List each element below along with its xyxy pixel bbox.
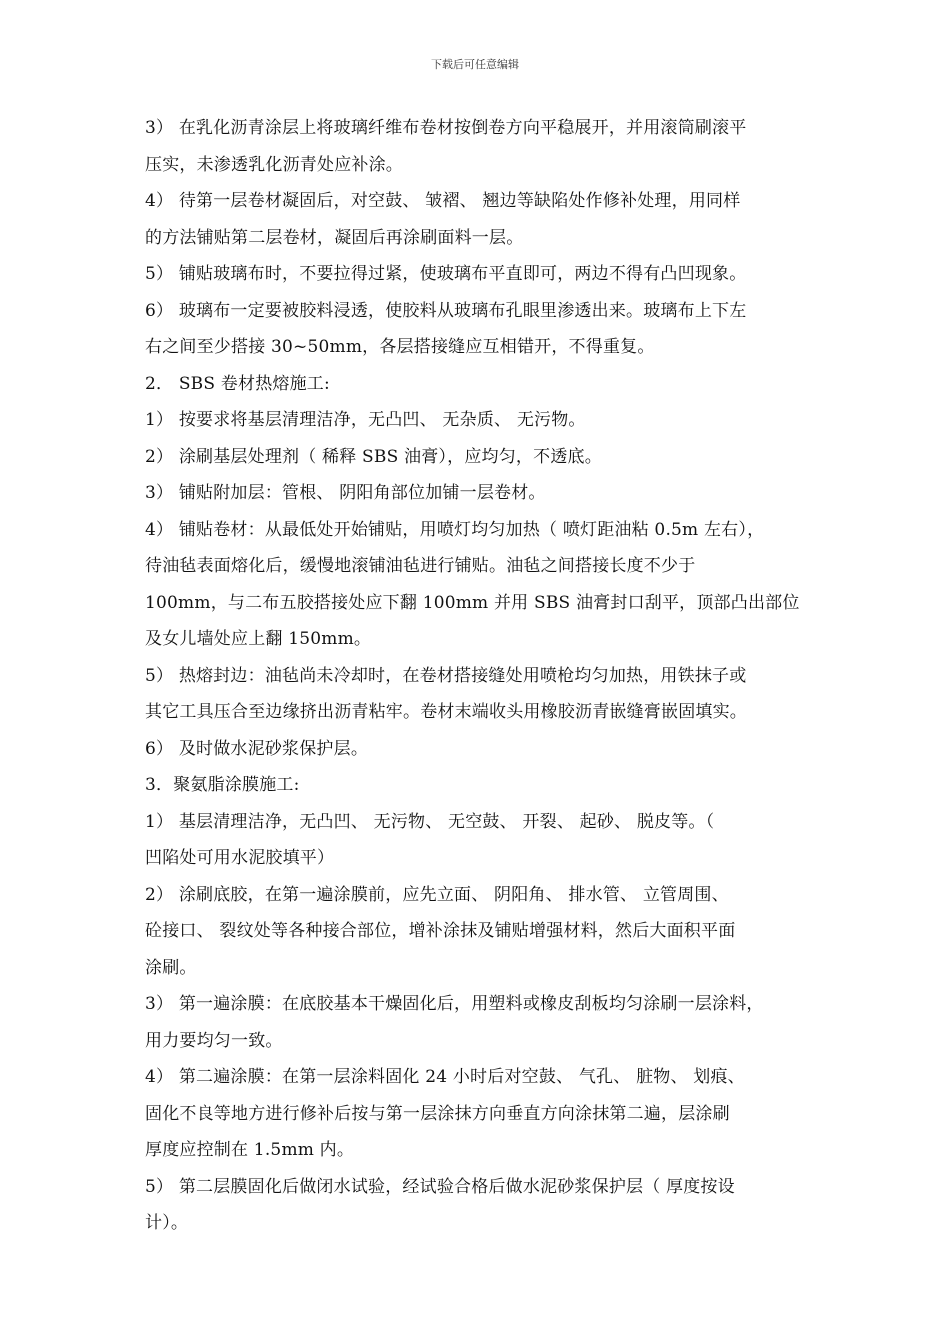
text-line: 6） 玻璃布一定要被胶料浸透，使胶料从玻璃布孔眼里渗透出来。玻璃布上下左 [145, 300, 747, 321]
text-line: 计）。 [145, 1213, 189, 1233]
text-line: 涂刷。 [145, 957, 197, 978]
text-line: 4） 第二遍涂膜：在第一层涂料固化 24 小时后对空鼓、 气孔、 脏物、 划痕、 [145, 1067, 745, 1087]
text-line: 1） 按要求将基层清理洁净，无凸凹、 无杂质、 无污物。 [145, 410, 586, 430]
text-line: 4） 铺贴卷材：从最低处开始铺贴，用喷灯均匀加热（ 喷灯距油粘 0.5m 左右）， [145, 519, 765, 540]
text-line: 右之间至少搭接 30~50mm，各层搭接缝应互相错开，不得重复。 [145, 337, 655, 357]
text-line: 5） 第二层膜固化后做闭水试验，经试验合格后做水泥砂浆保护层（ 厚度按设 [145, 1176, 735, 1197]
text-line: 5） 热熔封边：油毡尚未冷却时，在卷材搭接缝处用喷枪均匀加热，用铁抹子或 [145, 665, 747, 686]
text-line: 100mm，与二布五胶搭接处应下翻 100mm 并用 SBS 油膏封口刮平，顶部凸出部位 [145, 592, 800, 613]
text-line: 5） 铺贴玻璃布时，不要拉得过紧，使玻璃布平直即可，两边不得有凸凹现象。 [145, 264, 747, 284]
text-line: 及女儿墙处应上翻 150mm。 [145, 629, 372, 649]
text-line: 2） 涂刷基层处理剂（ 稀释 SBS 油膏），应均匀，不透底。 [145, 446, 602, 467]
text-line: 的方法铺贴第二层卷材，凝固后再涂刷面料一层。 [145, 227, 524, 248]
text-line: 6） 及时做水泥砂浆保护层。 [145, 738, 369, 759]
text-line: 用力要均匀一致。 [145, 1030, 283, 1051]
text-line: 3） 铺贴附加层：管根、 阴阳角部位加铺一层卷材。 [145, 483, 546, 503]
document-body [145, 110, 815, 1242]
text-line: 待油毡表面熔化后，缓慢地滚铺油毡进行铺贴。油毡之间搭接长度不少于 [145, 556, 696, 576]
text-line: 厚度应控制在 1.5mm 内。 [145, 1140, 355, 1160]
section-heading: 2． SBS 卷材热熔施工: [145, 373, 330, 394]
text-line: 1） 基层清理洁净，无凸凹、 无污物、 无空鼓、 开裂、 起砂、 脱皮等。（ [145, 811, 715, 832]
text-line: 凹陷处可用水泥胶填平） [145, 848, 335, 868]
text-line: 固化不良等地方进行修补后按与第一层涂抹方向垂直方向涂抹第二遍，层涂刷 [145, 1103, 730, 1124]
text-line: 2） 涂刷底胶，在第一遍涂膜前，应先立面、 阴阳角、 排水管、 立管周围、 [145, 884, 729, 905]
text-line: 其它工具压合至边缘挤出沥青粘牢。卷材末端收头用橡胶沥青嵌缝膏嵌固填实。 [145, 702, 747, 722]
section-heading: 3．聚氨脂涂膜施工: [145, 775, 300, 795]
text-line: 3） 第一遍涂膜：在底胶基本干燥固化后，用塑料或橡皮刮板均匀涂刷一层涂料， [145, 994, 764, 1014]
text-line: 砼接口、 裂纹处等各种接合部位，增补涂抹及铺贴增强材料，然后大面积平面 [145, 921, 736, 941]
text-line: 4） 待第一层卷材凝固后，对空鼓、 皱褶、 翘边等缺陷处作修补处理，用同样 [145, 191, 741, 211]
text-line: 3） 在乳化沥青涂层上将玻璃纤维布卷材按倒卷方向平稳展开，并用滚筒刷滚平 [145, 118, 747, 138]
text-line: 压实，未渗透乳化沥青处应补涂。 [145, 154, 403, 175]
page-header-watermark: 下载后可任意编辑 [431, 58, 519, 71]
